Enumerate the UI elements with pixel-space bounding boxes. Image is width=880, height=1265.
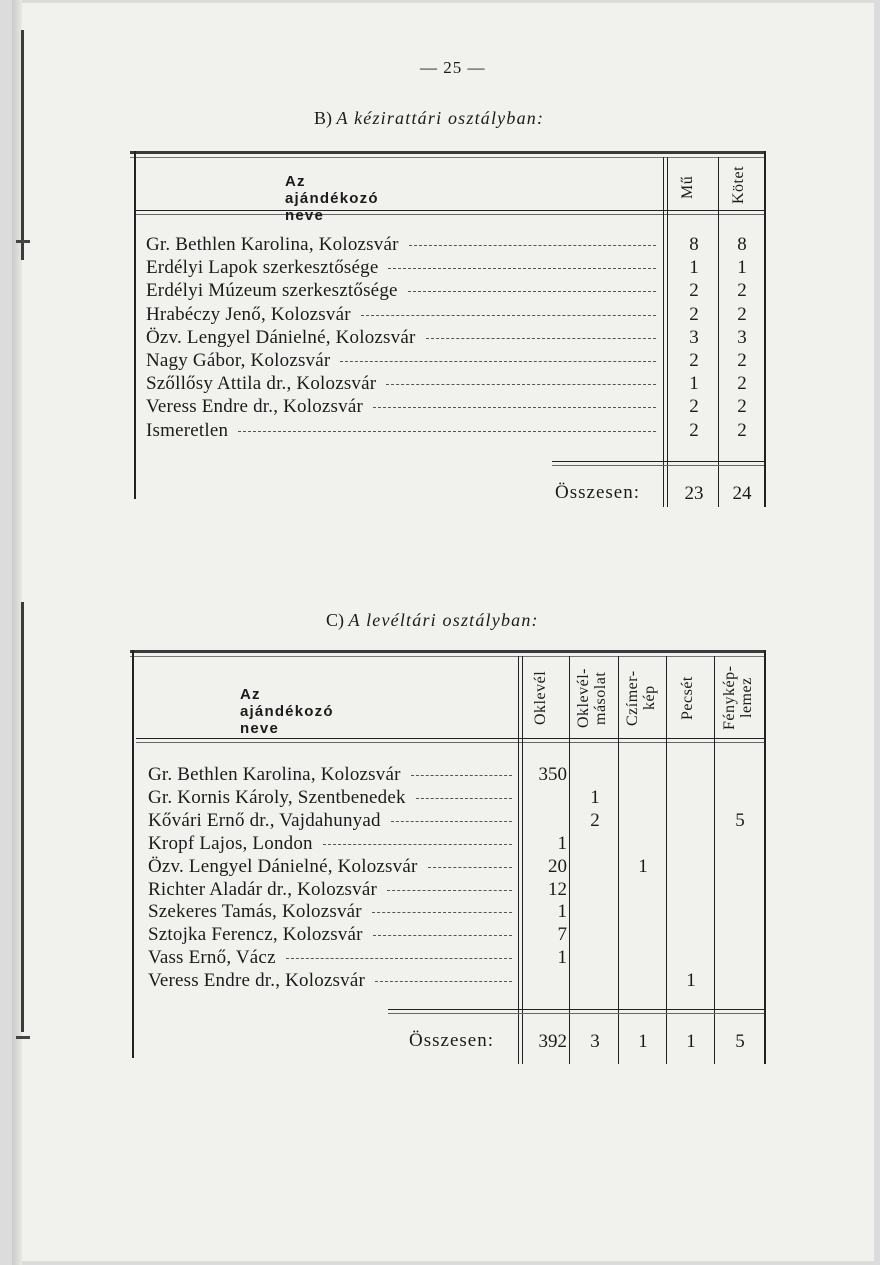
section-c-column-header-copy — [576, 662, 610, 734]
row-arms-count: 1 — [638, 856, 648, 877]
row-donor-name: Kropf Lajos, London — [148, 833, 313, 854]
row-donor-name: Özv. Lengyel Dánielné, Kolozsvár — [146, 327, 416, 348]
section-c-prefix: C) — [326, 610, 344, 630]
row-donor-name: Erdélyi Lapok szerkesztősége — [146, 257, 379, 278]
row-copy-count: 2 — [590, 810, 600, 831]
section-c-column-header-name: Az ajándékozó neve — [240, 686, 334, 737]
row-charter-count: 1 — [557, 947, 567, 968]
table-row — [148, 832, 512, 855]
leader-dashes — [373, 407, 656, 410]
section-c-heading — [326, 610, 539, 631]
table-row — [148, 923, 512, 946]
binding-pin-head — [16, 240, 30, 243]
leader-dashes — [375, 981, 512, 984]
row-donor-name: Szekeres Tamás, Kolozsvár — [148, 901, 362, 922]
binding-pin — [21, 30, 24, 260]
leader-dashes — [409, 245, 656, 248]
table-row — [146, 349, 656, 372]
leader-dashes — [323, 844, 512, 847]
row-charter-count: 1 — [557, 833, 567, 854]
binding-pin-head — [16, 1036, 30, 1039]
photo-header-line2: lemez — [737, 677, 755, 719]
table-row — [148, 809, 512, 832]
row-charter-count: 20 — [548, 856, 567, 877]
row-works-count: 2 — [689, 280, 699, 301]
section-c-title: A levéltári osztályban: — [348, 610, 539, 630]
row-volumes-count: 2 — [737, 373, 747, 394]
row-volumes-count: 2 — [737, 350, 747, 371]
table-row — [148, 946, 512, 969]
section-b-column-header-works: Mű — [679, 175, 696, 199]
section-b-prefix: B) — [314, 108, 332, 128]
row-works-count: 1 — [689, 373, 699, 394]
row-charter-count: 1 — [557, 901, 567, 922]
row-photo-count: 5 — [735, 810, 745, 831]
section-c-total-seal: 1 — [686, 1031, 696, 1052]
row-donor-name: Vass Ernő, Vácz — [148, 947, 276, 968]
row-donor-name: Erdélyi Múzeum szerkesztősége — [146, 280, 398, 301]
table-row — [146, 303, 656, 326]
section-b-total-volumes: 24 — [732, 483, 752, 504]
section-c-total-label: Összesen: — [409, 1030, 494, 1051]
section-b-column-header-volumes: Kötet — [730, 165, 747, 205]
row-charter-count: 350 — [538, 764, 567, 785]
table-row — [148, 969, 512, 992]
row-donor-name: Ismeretlen — [146, 420, 229, 441]
row-seal-count: 1 — [686, 970, 696, 991]
row-charter-count: 12 — [548, 879, 567, 900]
row-donor-name: Richter Aladár dr., Kolozsvár — [148, 879, 377, 900]
section-c-column-header-photo — [722, 662, 756, 734]
row-donor-name: Gr. Bethlen Karolina, Kolozsvár — [148, 764, 401, 785]
row-volumes-count: 2 — [737, 396, 747, 417]
leader-dashes — [373, 935, 512, 938]
leader-dashes — [387, 890, 512, 893]
leader-dashes — [361, 315, 656, 318]
section-b-total-works: 23 — [684, 483, 704, 504]
leader-dashes — [391, 821, 512, 824]
row-donor-name: Veress Endre dr., Kolozsvár — [148, 970, 365, 991]
table-row — [146, 326, 656, 349]
row-donor-name: Gr. Kornis Károly, Szentbenedek — [148, 787, 406, 808]
table-row — [148, 878, 512, 901]
leader-dashes — [426, 338, 656, 341]
row-copy-count: 1 — [590, 787, 600, 808]
section-c-total-photo: 5 — [735, 1031, 745, 1052]
binding-pin — [21, 602, 24, 1032]
leader-dashes — [428, 867, 512, 870]
leader-dashes — [238, 431, 656, 434]
section-b-total-label: Összesen: — [555, 482, 640, 503]
section-c-total-arms: 1 — [638, 1031, 648, 1052]
section-c-column-header-seal: Pecsét — [679, 676, 696, 720]
table-row — [146, 279, 656, 302]
photo-header-line1: Fénykép- — [721, 665, 738, 731]
row-volumes-count: 2 — [737, 280, 747, 301]
copy-header-line2: másolat — [591, 671, 609, 725]
row-works-count: 8 — [689, 234, 699, 255]
arms-header-line1: Czímer- — [624, 670, 641, 726]
table-row — [146, 395, 656, 418]
row-works-count: 3 — [689, 327, 699, 348]
row-donor-name: Nagy Gábor, Kolozsvár — [146, 350, 331, 371]
row-works-count: 2 — [689, 396, 699, 417]
section-c-total-copy: 3 — [590, 1031, 600, 1052]
row-donor-name: Kővári Ernő dr., Vajdahunyad — [148, 810, 381, 831]
row-charter-count: 7 — [557, 924, 567, 945]
leader-dashes — [340, 361, 656, 364]
leader-dashes — [388, 268, 656, 271]
row-donor-name: Gr. Bethlen Karolina, Kolozsvár — [146, 234, 399, 255]
row-volumes-count: 2 — [737, 420, 747, 441]
arms-header-line2: kép — [640, 685, 658, 711]
row-volumes-count: 8 — [737, 234, 747, 255]
section-c-total-charter: 392 — [538, 1031, 567, 1052]
row-works-count: 2 — [689, 420, 699, 441]
leader-dashes — [286, 958, 512, 961]
row-works-count: 2 — [689, 350, 699, 371]
leader-dashes — [408, 291, 656, 294]
table-row — [146, 256, 656, 279]
leader-dashes — [416, 798, 512, 801]
table-row — [148, 900, 512, 923]
table-row — [146, 372, 656, 395]
row-donor-name: Hrabéczy Jenő, Kolozsvár — [146, 304, 351, 325]
table-row — [146, 419, 656, 442]
row-donor-name: Szőllősy Attila dr., Kolozsvár — [146, 373, 377, 394]
leader-dashes — [411, 775, 512, 778]
page-number: — 25 — — [420, 58, 486, 77]
row-donor-name: Sztojka Ferencz, Kolozsvár — [148, 924, 363, 945]
section-b-column-header-name: Az ajándékozó neve — [285, 173, 379, 224]
row-donor-name: Özv. Lengyel Dánielné, Kolozsvár — [148, 856, 418, 877]
leader-dashes — [372, 912, 512, 915]
table-row — [148, 786, 512, 809]
row-works-count: 2 — [689, 304, 699, 325]
table-row — [146, 233, 656, 256]
copy-header-line1: Oklevél- — [575, 668, 592, 728]
section-b-heading — [314, 108, 544, 129]
row-volumes-count: 2 — [737, 304, 747, 325]
row-volumes-count: 1 — [737, 257, 747, 278]
row-works-count: 1 — [689, 257, 699, 278]
section-c-column-header-arms — [625, 662, 659, 734]
row-volumes-count: 3 — [737, 327, 747, 348]
table-row — [148, 855, 512, 878]
row-donor-name: Veress Endre dr., Kolozsvár — [146, 396, 363, 417]
leader-dashes — [386, 384, 656, 387]
section-c-column-header-charter: Oklevél — [532, 670, 549, 726]
table-row — [148, 763, 512, 786]
section-b-title: A kézirattári osztályban: — [336, 108, 545, 128]
